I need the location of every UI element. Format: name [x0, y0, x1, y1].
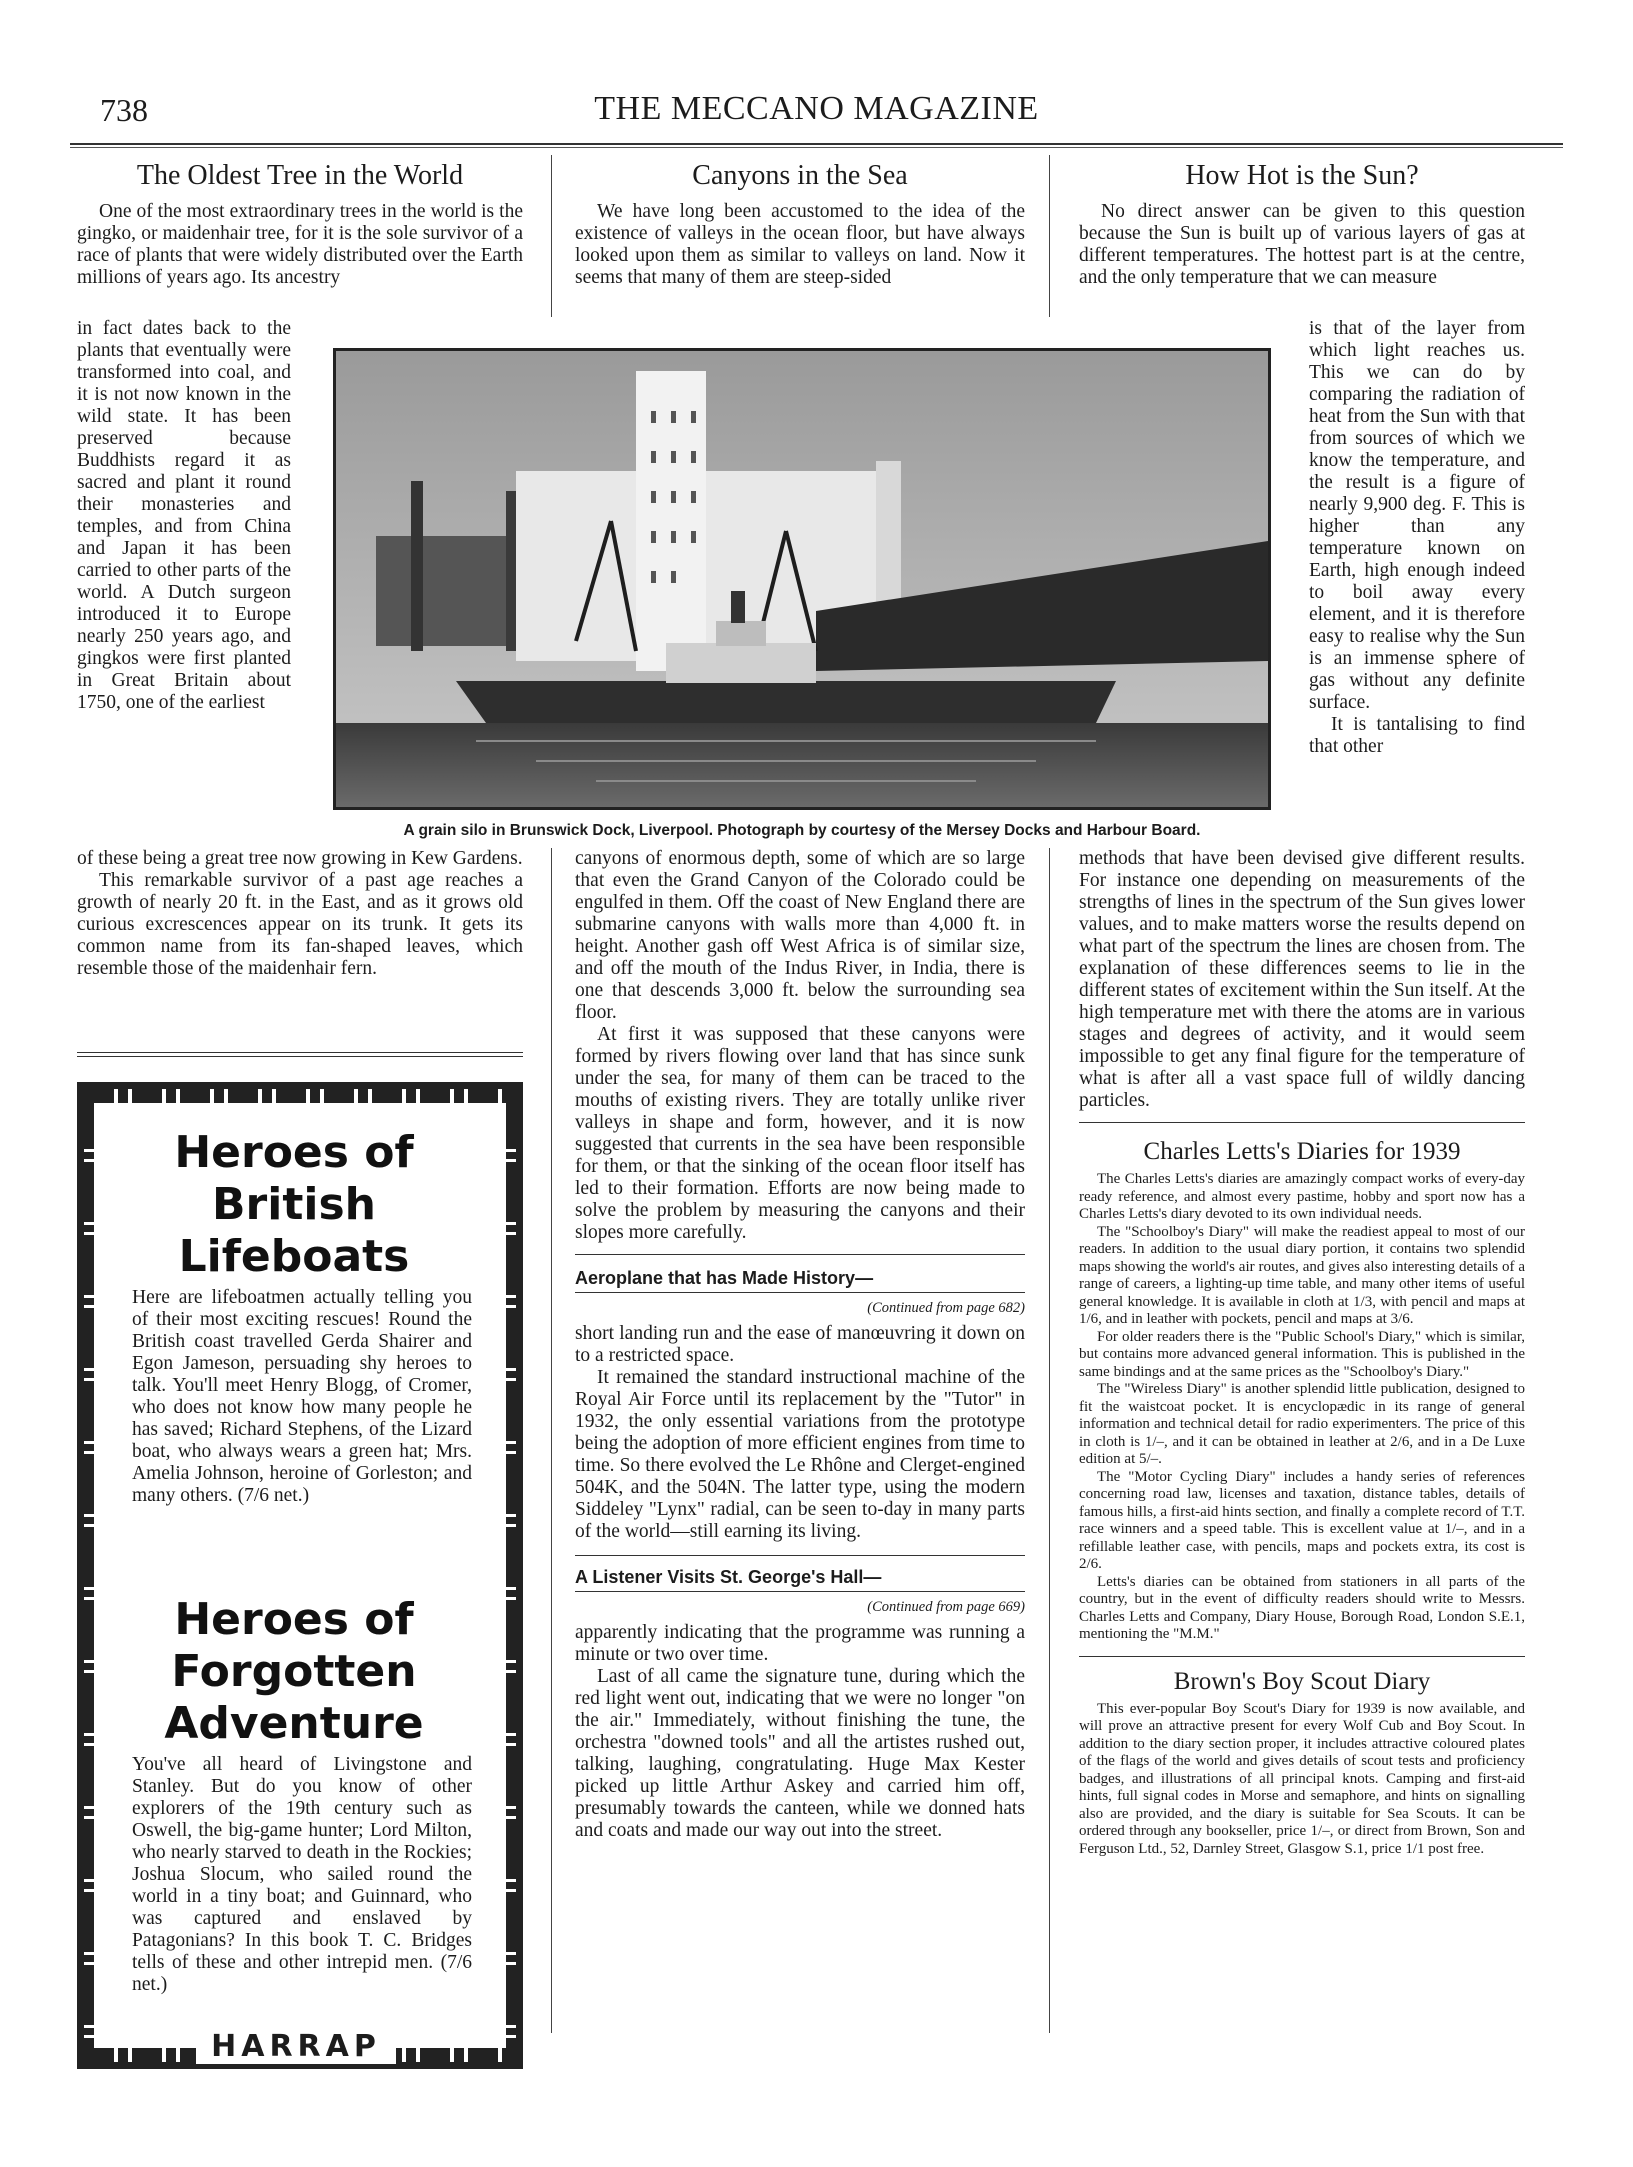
subhead-listener: A Listener Visits St. George's Hall—: [575, 1566, 1025, 1592]
article-paragraph: At first it was supposed that these canyons were formed by rivers flowing over land that has since sunk under the sea, for many of them can be traced to the mouths of existing rivers. They are totally unlike river valleys in shape and form, however, and it is now suggested that currents in the sea have been responsible for them, or that the sinking of the ocean floor itself has led to their formation. Efforts are now being made to solve the problem by measuring the canyons and their slopes more carefully.: [575, 1024, 1025, 1243]
brown-heading: Brown's Boy Scout Diary: [1173, 1667, 1431, 1695]
letts-article: [1079, 1171, 1525, 1644]
article-sun: [1079, 160, 1525, 289]
article-paragraph: It is tantalising to find that other: [1309, 714, 1525, 757]
ad-border-left: [84, 1089, 94, 2062]
article-paragraph: canyons of enormous depth, some of which are so large that even the Grand Canyon of the Colorado could be engulfed in them. Off the coast of New England there are submarine canyons with walls more than 4,000 ft. in height. Another gash off West Africa is of similar size, and off the mouth of the Indus River, in India, there is one that descends 3,000 ft. below the surrounding sea floor.: [575, 848, 1025, 1023]
ad-book-title-2: Heroes of Forgotten Adventure: [164, 1594, 424, 1749]
article-paragraph: The "Wireless Diary" is another splendid little publication, designed to fit the waistcoat pocket. It is encyclopædic in its range of general information and technical detail for radio experimenters. The price of this in cloth is 1/–, and it can be obtained in leather at 2/6, and in a De Luxe edition at 5/–.: [1079, 1381, 1525, 1467]
article-paragraph: short landing run and the ease of manœuvring it down on to a restricted space.: [575, 1323, 1025, 1366]
column-divider: [1049, 848, 1050, 2033]
subhead-aeroplane: Aeroplane that has Made History—: [575, 1267, 1025, 1293]
ad-book-title-1: Heroes of British Lifeboats: [174, 1127, 414, 1282]
article-canyons: [575, 160, 1025, 289]
header-rule: [70, 143, 1563, 145]
letts-heading: Charles Letts's Diaries for 1939: [1143, 1138, 1461, 1165]
page-number: 738: [100, 92, 148, 128]
article-paragraph: This remarkable survivor of a past age reaches a growth of nearly 20 ft. in the East, and as it grows old curious excrescences appear on its trunk. It gets its common name from its fan-shaped leaves, which resemble those of the maidenhair fern.: [77, 870, 523, 979]
publisher-logo: HARRAP: [196, 2029, 396, 2064]
article-paragraph: of these being a great tree now growing in Kew Gardens.: [77, 848, 523, 869]
column-divider: [551, 848, 552, 2033]
section-rule: [575, 1254, 1025, 1255]
column-divider: [551, 155, 552, 317]
continued-note: (Continued from page 669): [867, 1599, 1025, 1615]
article-oldest-tree-narrow: [77, 318, 291, 714]
article-canyons-continued: [575, 848, 1025, 1842]
article-paragraph: apparently indicating that the programme was running a minute or two over time.: [575, 1622, 1025, 1665]
article-sun-continued: [1079, 848, 1525, 1858]
ad-border-top: [84, 1089, 516, 1103]
harrap-advertisement: [77, 1082, 523, 2069]
article-heading: The Oldest Tree in the World: [136, 160, 464, 191]
article-paragraph: The "Motor Cycling Diary" includes a handy series of references concerning road law, licenses and taxation, distance tables, details of famous hills, a first-aid hints section, and finally a complete record of T.T. race winners and a speed table. This is excellent value at 1/–, and in a refillable leather case, with pencils, maps and pockets extra, its cost is 2/6.: [1079, 1468, 1525, 1572]
section-rule: [77, 1052, 523, 1053]
article-paragraph: We have long been accustomed to the idea of the existence of valleys in the ocean floor, but have always looked upon them as similar to valleys on land. Now it seems that many of them are steep-sided: [575, 201, 1025, 288]
article-paragraph: It remained the standard instructional machine of the Royal Air Force until its replacement by the "Tutor" in 1932, the only essential variations from the prototype being the adoption of more efficient engines from time to time. So there evolved the Le Rhône and Clerget-engined 504K, and the 504N. The latter type, using the modern Siddeley "Lynx" radial, can be seen to-day in many parts of the world—still earning its living.: [575, 1367, 1025, 1542]
article-paragraph: The Charles Letts's diaries are amazingly compact works of every-day ready reference, and almost every pastime, hobby and sport now has a Charles Letts's diary devoted to its own individual needs.: [1079, 1171, 1525, 1222]
section-rule: [1079, 1656, 1525, 1657]
ad-book-text-2: You've all heard of Livingstone and Stanley. But do you know of other explorers of the 19th century such as Oswell, the big-game hunter; Lord Milton, who nearly starved to death in the Rockies; Joshua Slocum, who sailed round the world in a tiny boat; and Guinnard, who was captured and enslaved by Patagonians? In this book T. C. Bridges tells of these and other intrepid men. (7/6 net.): [132, 1754, 472, 1995]
header-rule-thin: [70, 147, 1563, 148]
grain-silo-photo: [333, 348, 1271, 810]
article-paragraph: This ever-popular Boy Scout's Diary for 1939 is now available, and will prove an attractive present for every Wolf Cub and Boy Scout. In addition to the diary section proper, it includes attractive coloured plates of the flags of the world and gives details of scout tests and proficiency badges, and illustrations of all principal knots. Camping and first-aid hints, full signal codes in Morse and semaphore, and hints on signalling also are provided, and the diary is suitable for Sea Scouts. It can be ordered through any bookseller, price 1/–, or direct from Brown, Son and Ferguson Ltd., 52, Darnley Street, Glasgow S.1, price 1/1 post free.: [1079, 1700, 1525, 1857]
section-rule: [77, 1056, 523, 1057]
article-paragraph: The "Schoolboy's Diary" will make the readiest appeal to most of our readers. In addition to the usual diary portion, it contains two splendid maps showing the world's air routes, and gives also interesting details of a range of careers, a lighting-up time table, and many other items of useful general knowledge. It is available in cloth at 1/3, with pencil and maps at 1/6, and in leather with pockets, pencil and maps at 3/6.: [1079, 1223, 1525, 1327]
article-paragraph: methods that have been devised give different results. For instance one depending on measurements of the strengths of lines in the spectrum of the Sun gives lower values, and to make matters worse the results depend on what part of the spectrum the lines are chosen from. The explanation of these differences seems to lie in the different states of excitement within the Sun itself. At the high temperature met with there the atoms are in various stages and degrees of activity, and it would seem impossible to get any final figure for the temperature of what is after all a vast space full of wildly dancing particles.: [1079, 848, 1525, 1111]
brown-article: [1079, 1701, 1525, 1859]
article-sun-narrow: [1309, 318, 1525, 758]
ad-book-text-1: Here are lifeboatmen actually telling you of their most exciting rescues! Round the British coast travelled Gerda Shairer and Egon Jameson, persuading shy heroes to talk. You'll meet Henry Blogg, of Cromer, who does not know how many people he has saved; Richard Stephens, of the Lizard boat, who always wears a green hat; Mrs. Amelia Johnson, heroine of Gorleston; and many others. (7/6 net.): [132, 1287, 472, 1506]
article-paragraph: For older readers there is the "Public School's Diary," which is similar, but contains more advanced general information. This is published in the same bindings and at the same prices as the "Schoolboy's Diary.": [1079, 1328, 1525, 1380]
article-paragraph: One of the most extraordinary trees in the world is the gingko, or maidenhair tree, for it is the sole survivor of a race of plants that were widely distributed over the Earth millions of years ago. Its ancestry: [77, 201, 523, 288]
column-divider: [1049, 155, 1050, 317]
silo-illustration: [336, 351, 1268, 807]
article-paragraph: No direct answer can be given to this question because the Sun is built up of various layers of gas at different temperatures. The hottest part is at the centre, and the only temperature that we can measure: [1079, 201, 1525, 288]
section-rule: [575, 1555, 1025, 1556]
article-heading: Canyons in the Sea: [692, 160, 908, 191]
magazine-title: THE MECCANO MAGAZINE: [594, 90, 1039, 127]
article-heading: How Hot is the Sun?: [1185, 160, 1419, 191]
continued-note: (Continued from page 682): [867, 1300, 1025, 1316]
article-oldest-tree-end: [77, 848, 523, 980]
article-paragraph: Last of all came the signature tune, during which the red light went out, indicating that we were no longer "on the air." Immediately, without finishing the tune, the orchestra "downed tools" and all the artistes rushed out, talking, laughing, congratulating. Huge Max Kester picked up little Arthur Askey and carried him off, presumably towards the canteen, while we donned hats and coats and made our way out into the street.: [575, 1666, 1025, 1841]
article-paragraph: in fact dates back to the plants that eventually were transformed into coal, and it is not now known in the wild state. It has been preserved because Buddhists regard it as sacred and plant it round their monasteries and temples, and from China and Japan it has been carried to other parts of the world. A Dutch surgeon introduced it to Europe nearly 250 years ago, and gingkos were first planted in Great Britain about 1750, one of the earliest: [77, 318, 291, 713]
photo-caption: A grain silo in Brunswick Dock, Liverpool. Photograph by courtesy of the Mersey Docks and Harbour Board.: [403, 822, 1201, 839]
article-paragraph: Letts's diaries can be obtained from stationers in all parts of the country, but in the event of difficulty readers should write to Messrs. Charles Letts and Company, Diary House, Borough Road, London S.E.1, mentioning the "M.M.": [1079, 1573, 1525, 1642]
article-paragraph: is that of the layer from which light reaches us. This we can do by comparing the radiation of heat from the Sun with that from sources of which we know the temperature, and the result is a figure of nearly 9,900 deg. F. This is higher than any temperature known on Earth, high enough indeed to boil away every element, and it is therefore easy to realise why the Sun is an immense sphere of gas without any definite surface.: [1309, 318, 1525, 713]
section-rule: [1079, 1122, 1525, 1123]
ad-border-right: [506, 1089, 516, 2062]
article-oldest-tree: [77, 160, 523, 289]
